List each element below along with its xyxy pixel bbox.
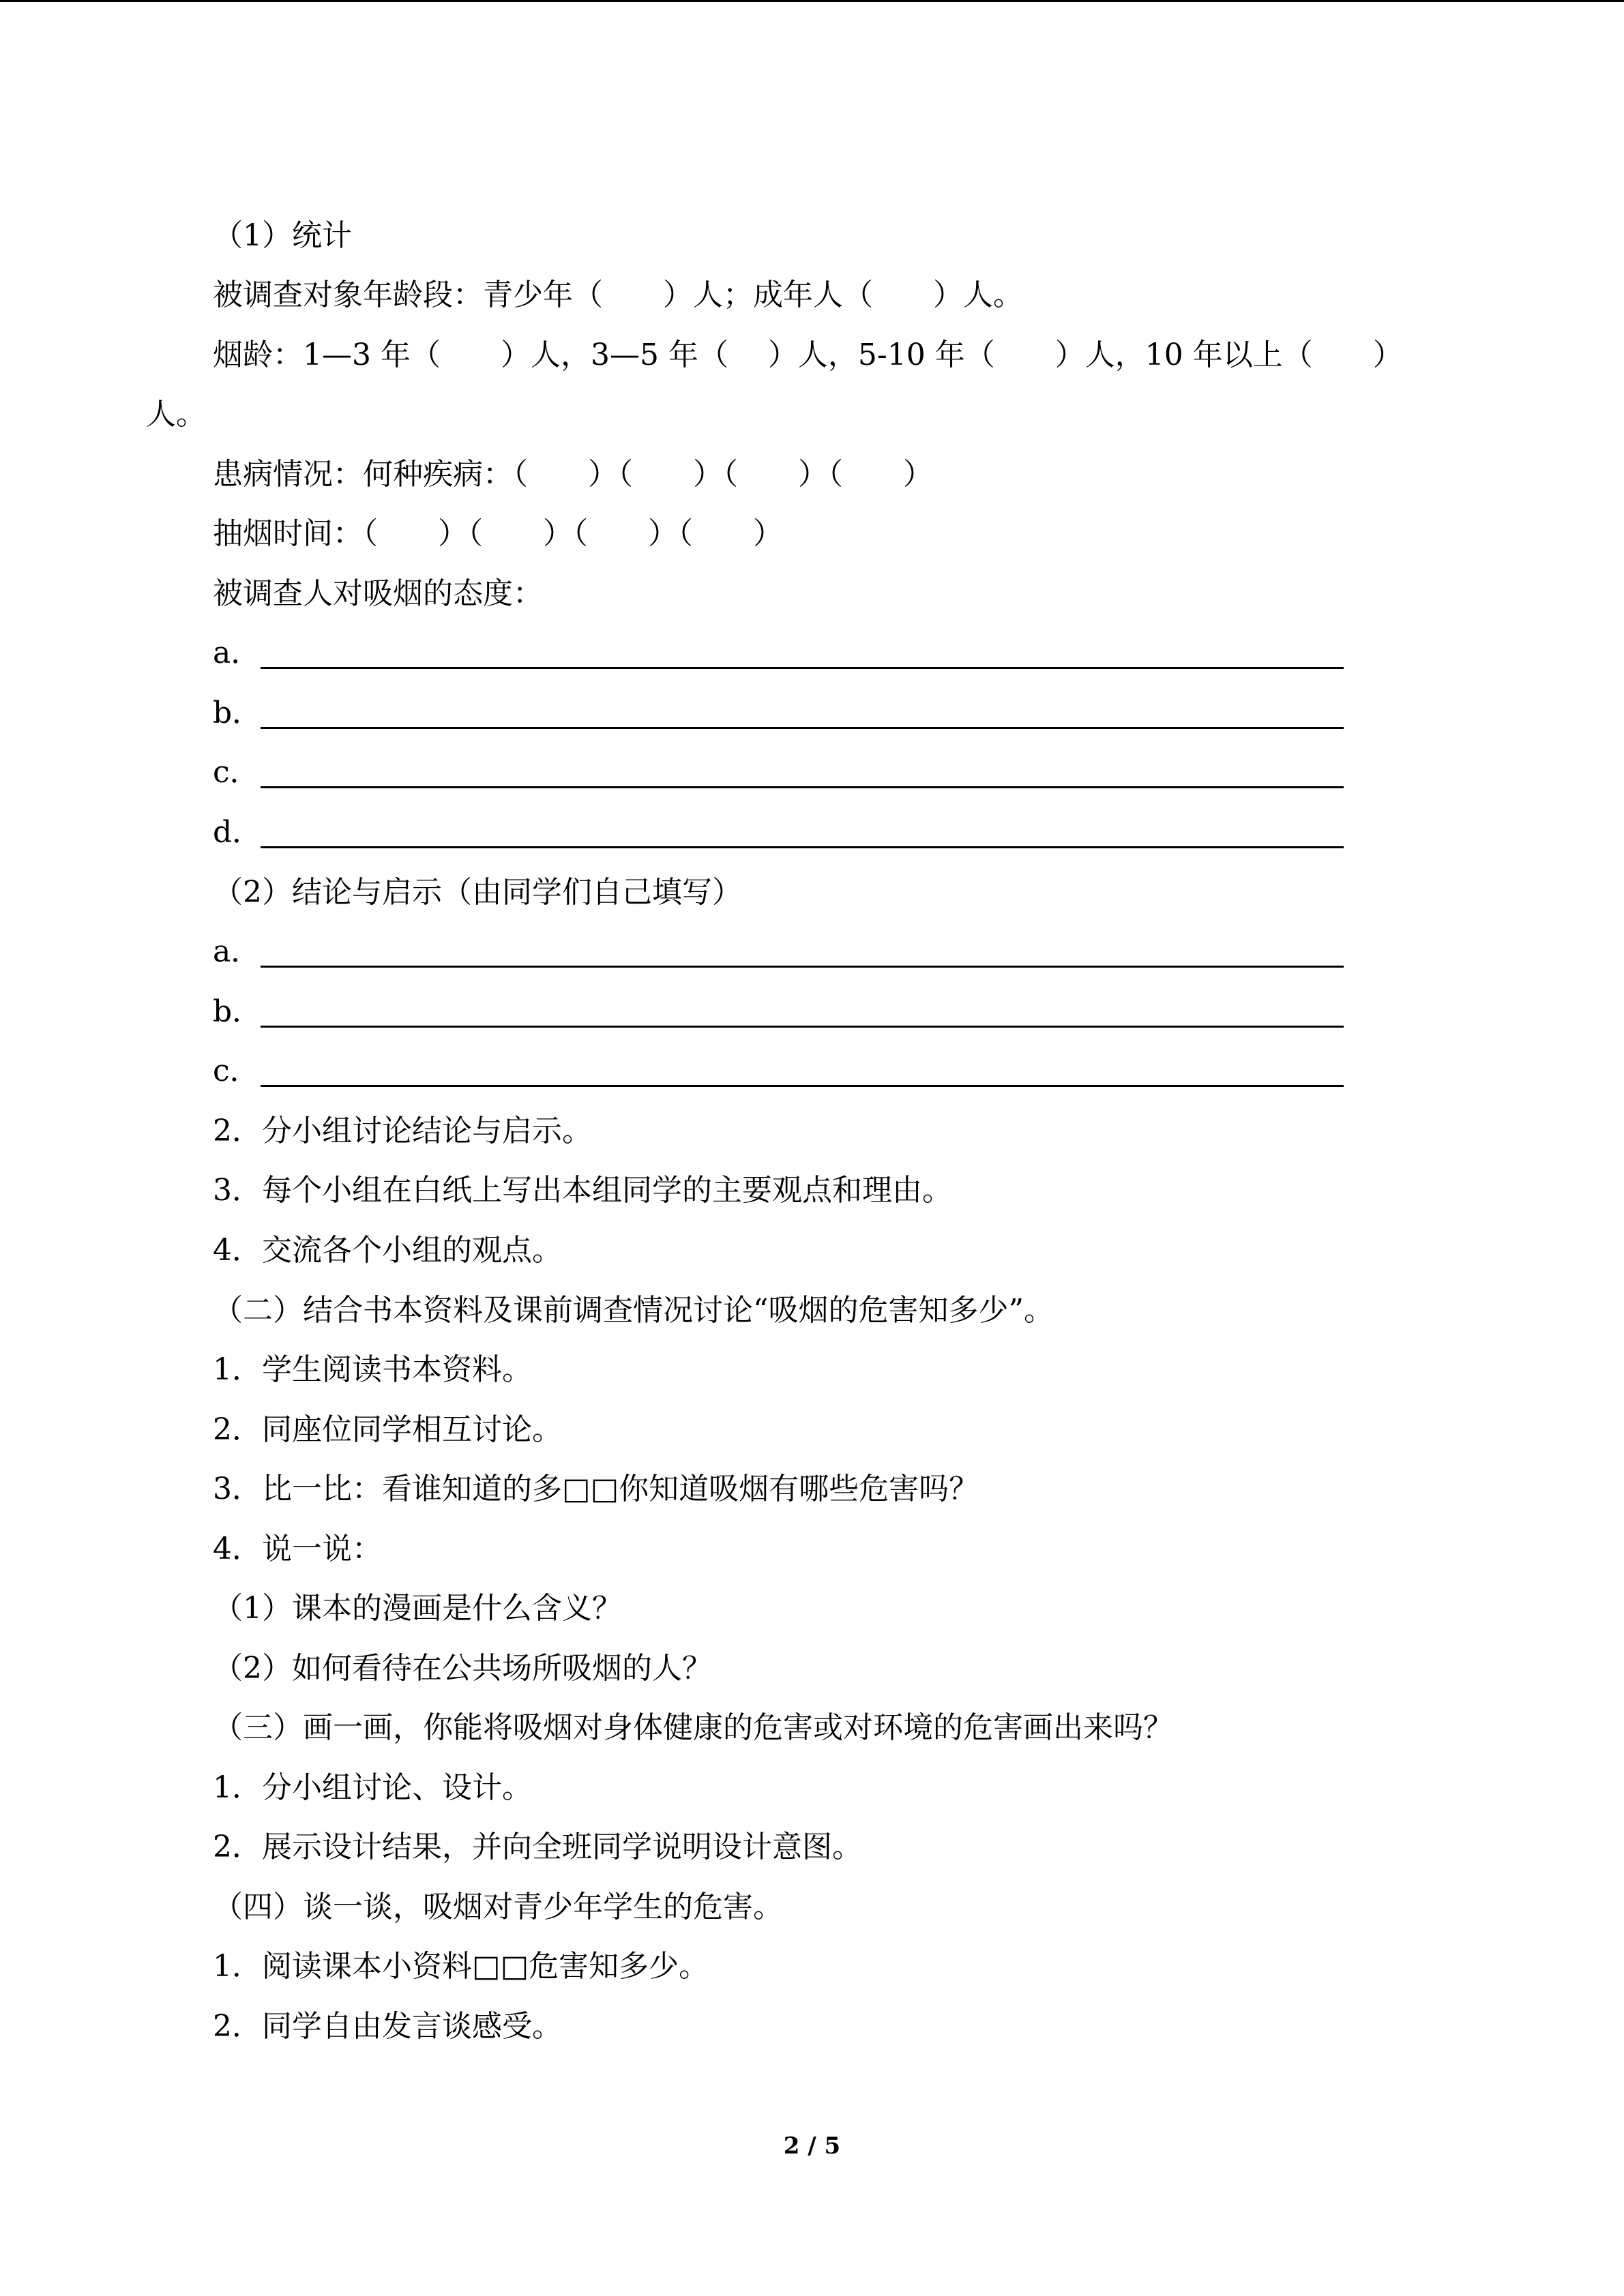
blank-label: a．	[213, 934, 261, 969]
step-item: 1．分小组讨论、设计。	[213, 1770, 532, 1805]
step-item: 4．说一说：	[213, 1532, 382, 1566]
blank-label: c．	[213, 755, 260, 790]
fill-in-underline	[261, 667, 1344, 669]
step-item: 1．学生阅读书本资料。	[213, 1352, 532, 1387]
page-top-border	[0, 0, 1624, 2]
attitude-blank-c	[213, 754, 1345, 792]
step-item: 2．展示设计结果，并向全班同学说明设计意图。	[213, 1830, 862, 1864]
step-item: 2．同学自由发言谈感受。	[213, 2009, 562, 2044]
stats-heading: （1）统计	[213, 218, 352, 253]
sub-question: （2）如何看待在公共场所吸烟的人？	[213, 1651, 712, 1686]
fill-in-underline	[261, 727, 1344, 729]
conclusion-heading: （2）结论与启示（由同学们自己填写）	[213, 875, 742, 910]
part2-heading: （二）结合书本资料及课前调查情况讨论“吸烟的危害知多少”。	[213, 1293, 1054, 1328]
blank-label: d．	[213, 815, 263, 850]
step-item: 4．交流各个小组的观点。	[213, 1233, 562, 1268]
conclusion-blank-c	[213, 1052, 1345, 1090]
page-number: 2 / 5	[783, 2132, 841, 2160]
blank-label: c．	[213, 1054, 260, 1088]
smoking-years-line: 烟龄：1—3 年（ ）人，3—5 年（ ）人，5-10 年（ ）人，10 年以上（ ）	[213, 338, 1403, 372]
step-item: 3．每个小组在白纸上写出本组同学的主要观点和理由。	[213, 1173, 952, 1208]
attitude-blank-b	[213, 694, 1345, 732]
attitude-blank-a	[213, 634, 1345, 672]
age-group-line: 被调查对象年龄段：青少年（ ）人；成年人（ ）人。	[213, 278, 1023, 312]
fill-in-underline	[261, 846, 1344, 848]
fill-in-underline	[261, 1085, 1344, 1087]
fill-in-underline	[261, 1026, 1344, 1028]
step-item: 1．阅读课本小资料□□危害知多少。	[213, 1949, 709, 1984]
attitude-blank-d	[213, 814, 1345, 852]
smoking-years-continuation: 人。	[146, 397, 206, 432]
blank-label: b．	[213, 994, 263, 1029]
step-item: 3．比一比：看谁知道的多□□你知道吸烟有哪些危害吗？	[213, 1472, 979, 1506]
sub-question: （1）课本的漫画是什么含义？	[213, 1591, 622, 1626]
smoking-time-line: 抽烟时间：（ ）（ ）（ ）（ ）	[213, 516, 783, 551]
step-item: 2．分小组讨论结论与启示。	[213, 1114, 592, 1148]
step-item: 2．同座位同学相互讨论。	[213, 1412, 562, 1447]
fill-in-underline	[261, 966, 1344, 968]
conclusion-blank-a	[213, 933, 1345, 971]
blank-label: a．	[213, 636, 261, 670]
disease-line: 患病情况：何种疾病：（ ）（ ）（ ）（ ）	[213, 457, 933, 492]
fill-in-underline	[261, 786, 1344, 788]
blank-label: b．	[213, 696, 263, 730]
attitude-heading: 被调查人对吸烟的态度：	[213, 576, 543, 611]
conclusion-blank-b	[213, 993, 1345, 1031]
part4-heading: （四）谈一谈，吸烟对青少年学生的危害。	[213, 1890, 783, 1924]
part3-heading: （三）画一画，你能将吸烟对身体健康的危害或对环境的危害画出来吗？	[213, 1710, 1173, 1745]
